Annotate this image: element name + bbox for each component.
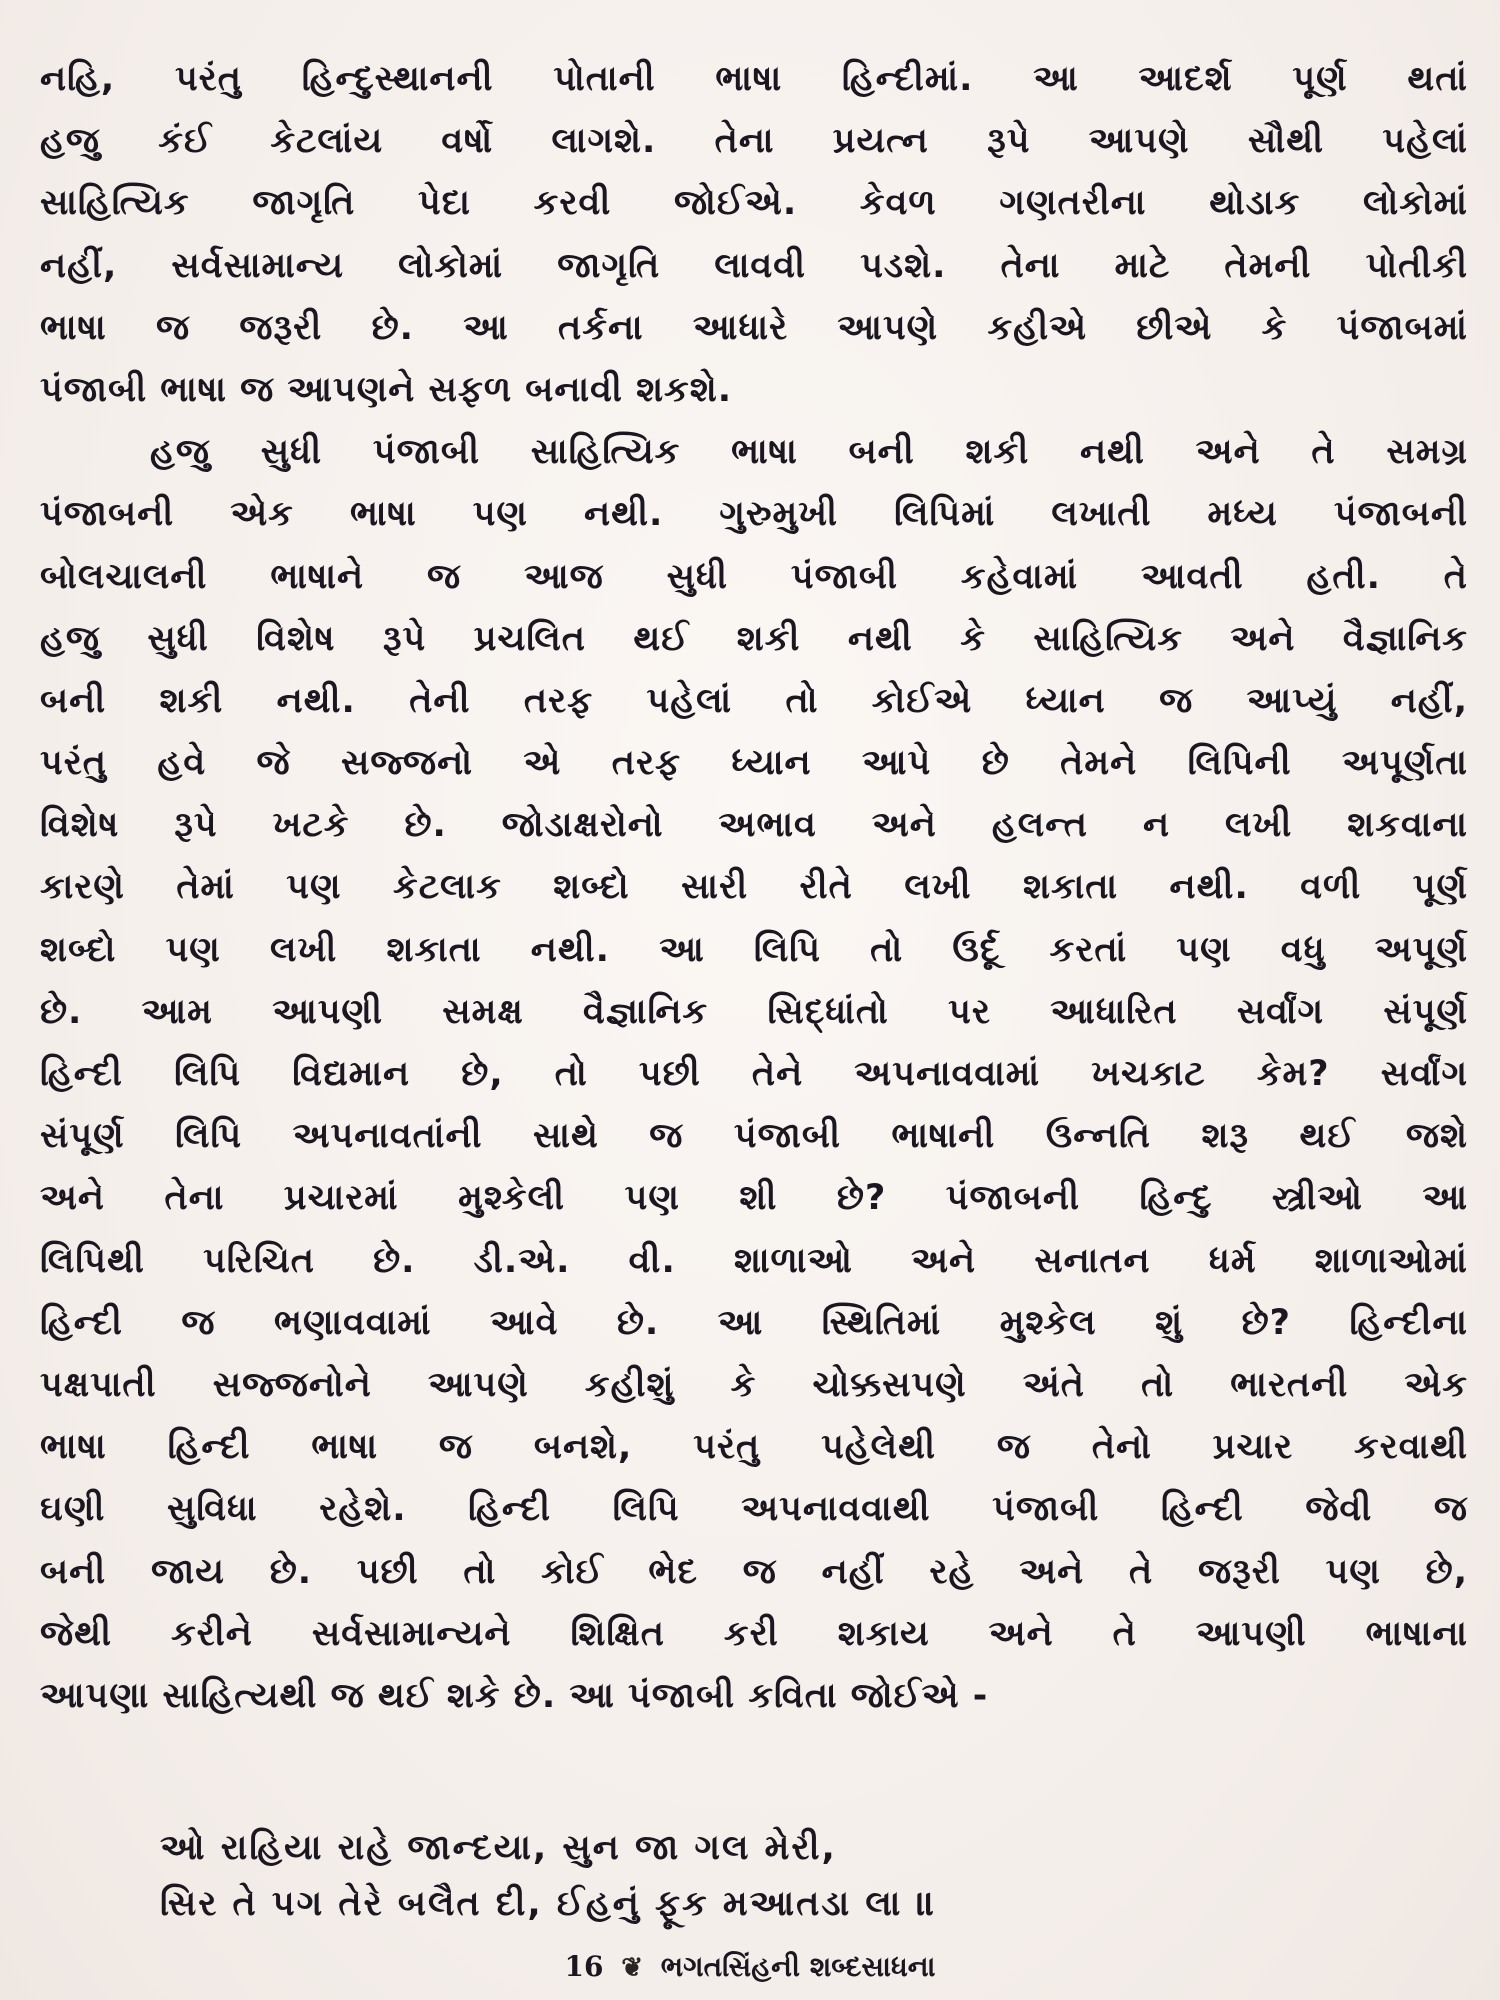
- text-line: જેથી કરીને સર્વસામાન્યને શિક્ષિત કરી શકાય અને તે આપણી ભાષાના: [40, 1613, 1468, 1654]
- text-line: ભાષા જ જરૂરી છે. આ તર્કના આધારે આપણે કહીએ છીએ કે પંજાબમાં: [40, 307, 1468, 348]
- book-title: ભગતસિંહની શબ્દસાધના: [660, 1950, 936, 1983]
- text-line: વિશેષ રૂપે ખટકે છે. જોડાક્ષરોનો અભાવ અને હલન્ત ન લખી શકવાના: [40, 805, 1468, 846]
- fleuron-ornament-icon: ❦: [621, 1953, 644, 1983]
- text-line: નહીં, સર્વસામાન્ય લોકોમાં જાગૃતિ લાવવી પડશે. તેના માટે તેમની પોતીકી: [40, 245, 1468, 286]
- text-line: ઘણી સુવિધા રહેશે. હિન્દી લિપિ અપનાવવાથી પંજાબી હિન્દી જેવી જ: [40, 1489, 1468, 1530]
- text-line: હિન્દી લિપિ વિદ્યમાન છે, તો પછી તેને અપનાવવામાં ખચકાટ કેમ? સર્વાંગ: [40, 1054, 1468, 1094]
- text-line: બની શકી નથી. તેની તરફ પહેલાં તો કોઈએ ધ્યાન જ આપ્યું નહીં,: [40, 680, 1468, 721]
- text-line: હજુ સુધી વિશેષ રૂપે પ્રચલિત થઈ શકી નથી કે સાહિત્યિક અને વૈજ્ઞાનિક: [40, 618, 1468, 659]
- text-line: કારણે તેમાં પણ કેટલાક શબ્દો સારી રીતે લખી શકાતા નથી. વળી પૂર્ણ: [40, 867, 1468, 908]
- text-line: અને તેના પ્રચારમાં મુશ્કેલી પણ શી છે? પંજાબની હિન્દુ સ્ત્રીઓ આ: [40, 1178, 1468, 1219]
- text-line: પંજાબની એક ભાષા પણ નથી. ગુરુમુખી લિપિમાં લખાતી મધ્ય પંજાબની: [40, 494, 1468, 535]
- poem-line: ઓ રાહિયા રાહે જાન્દયા, સુન જા ગલ મેરી,: [160, 1828, 837, 1868]
- poem-line: સિર તે પગ તેરે બલૈત દી, ઈહનું ફૂક મઆતડા લા ॥: [160, 1884, 938, 1924]
- text-line: પરંતુ હવે જે સજ્જનો એ તરફ ધ્યાન આપે છે તેમને લિપિની અપૂર્ણતા: [40, 743, 1468, 784]
- text-line: પક્ષપાતી સજ્જનોને આપણે કહીશું કે ચોક્કસપણે અંતે તો ભારતની એક: [40, 1364, 1468, 1405]
- text-line: શબ્દો પણ લખી શકાતા નથી. આ લિપિ તો ઉર્દૂ કરતાં પણ વધુ અપૂર્ણ: [40, 929, 1468, 970]
- text-line: ભાષા હિન્દી ભાષા જ બનશે, પરંતુ પહેલેથી જ તેનો પ્રચાર કરવાથી: [40, 1427, 1468, 1468]
- text-line: બોલચાલની ભાષાને જ આજ સુધી પંજાબી કહેવામાં આવતી હતી. તે: [40, 556, 1468, 597]
- page-footer: [0, 1950, 1500, 1984]
- text-line: હિન્દી જ ભણાવવામાં આવે છે. આ સ્થિતિમાં મુશ્કેલ શું છે? હિન્દીના: [40, 1302, 1468, 1343]
- text-line: નહિ, પરંતુ હિન્દુસ્થાનની પોતાની ભાષા હિન્દીમાં. આ આદર્શ પૂર્ણ થતાં: [40, 59, 1468, 99]
- page-number: 16: [564, 1950, 604, 1983]
- text-line: હજુ કંઈ કેટલાંય વર્ષો લાગશે. તેના પ્રયત્ન રૂપે આપણે સૌથી પહેલાં: [40, 121, 1468, 162]
- text-line: છે. આમ આપણી સમક્ષ વૈજ્ઞાનિક સિદ્ધાંતો પર આધારિત સર્વાંગ સંપૂર્ણ: [40, 991, 1468, 1032]
- text-line: આપણા સાહિત્યથી જ થઈ શકે છે. આ પંજાબી કવિતા જોઈએ -: [40, 1675, 989, 1716]
- text-line: બની જાય છે. પછી તો કોઈ ભેદ જ નહીં રહે અને તે જરૂરી પણ છે,: [40, 1551, 1468, 1592]
- text-line: પંજાબી ભાષા જ આપણને સફળ બનાવી શકશે.: [40, 369, 733, 410]
- text-line: હજુ સુધી પંજાબી સાહિત્યિક ભાષા બની શકી નથી અને તે સમગ્ર: [150, 432, 1468, 473]
- text-line: લિપિથી પરિચિત છે. ડી.એ. વી. શાળાઓ અને સનાતન ધર્મ શાળાઓમાં: [40, 1240, 1468, 1281]
- poem-block: [160, 1820, 1360, 1932]
- text-line: સાહિત્યિક જાગૃતિ પેદા કરવી જોઈએ. કેવળ ગણતરીના થોડાક લોકોમાં: [40, 183, 1468, 224]
- body-text: [40, 48, 1468, 1727]
- text-line: સંપૂર્ણ લિપિ અપનાવતાંની સાથે જ પંજાબી ભાષાની ઉન્નતિ શરૂ થઈ જશે: [40, 1116, 1468, 1157]
